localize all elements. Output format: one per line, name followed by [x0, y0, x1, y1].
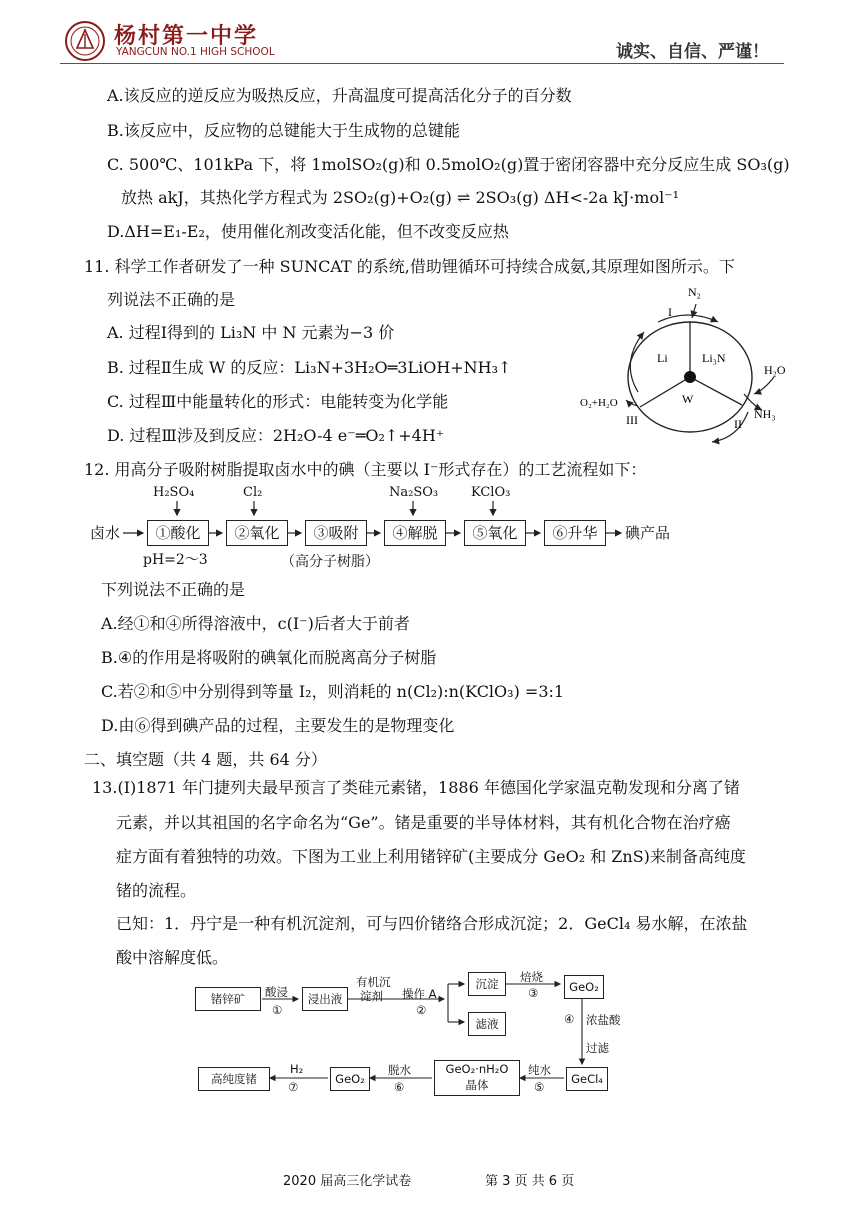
q11-stem-line1: 11. 科学工作者研发了一种 SUNCAT 的系统,借助锂循环可持续合成氨,其原理如图所示。下: [84, 257, 735, 276]
hydrate-line2: 晶体: [465, 1078, 489, 1092]
label-o2-h2o: O₂+H₂O: [580, 397, 618, 409]
box-precipitate: 沉淀: [468, 972, 506, 996]
label-step6: ⑥: [394, 1080, 405, 1094]
cycle-arrow-left: [630, 332, 644, 392]
label-operation-a: 操作 A: [402, 987, 437, 1001]
h2o-arrow: [754, 377, 774, 394]
center-dot: [684, 371, 696, 383]
label-nh3: NH₃: [754, 407, 776, 421]
flow-resin: （高分子树脂）: [281, 554, 379, 570]
box-gecl4: GeCl₄: [566, 1067, 608, 1091]
q10-option-c-line1: C. 500℃、101kPa 下，将 1molSO₂(g)和 0.5molO₂(g)置于密闭容器中充分反应生成 SO₃(g): [107, 155, 790, 174]
q11-option-d: D. 过程Ⅲ涉及到反应：2H₂O-4 e⁻═O₂↑+4H⁺: [107, 426, 445, 445]
label-step3: ③: [528, 986, 539, 1000]
q13-line1: 13.(Ⅰ)1871 年门捷列夫最早预言了类硅元素锗，1886 年德国化学家温克勒发现和分离了锗: [92, 778, 740, 797]
school-name-cn: 杨村第一中学: [114, 24, 259, 49]
q11-option-a: A. 过程Ⅰ得到的 Li₃N 中 N 元素为−3 价: [107, 323, 395, 342]
box-geo2-b: GeO₂: [330, 1067, 370, 1091]
label-process-ii: II: [734, 417, 742, 431]
label-conc-hcl: 浓盐酸: [586, 1013, 621, 1027]
box-pure-ge: 高纯度锗: [198, 1067, 270, 1091]
flow-end: 碘产品: [625, 524, 671, 542]
q11-option-b: B. 过程Ⅱ生成 W 的反应：Li₃N+3H₂O═3LiOH+NH₃↑: [107, 358, 512, 377]
footer-page-number: 第 3 页 共 6 页: [485, 1174, 575, 1189]
q10-option-d: D.ΔH=E₁-E₂，使用催化剂改变活化能，但不改变反应热: [107, 222, 509, 241]
header-rule: [60, 63, 784, 64]
q12-lead: 下列说法不正确的是: [101, 580, 246, 599]
divider-right: [690, 377, 742, 405]
label-step4: ④: [564, 1012, 575, 1026]
q10-option-b: B.该反应中，反应物的总键能大于生成物的总键能: [107, 121, 460, 140]
q12-option-d: D.由⑥得到碘产品的过程，主要发生的是物理变化: [101, 716, 455, 735]
label-dehydrate: 脱水: [388, 1063, 411, 1077]
step-acidify: ①酸化: [147, 520, 209, 546]
label-n2: N₂: [688, 285, 701, 299]
label-w: W: [682, 392, 694, 406]
reagent-h2so4: H₂SO₄: [153, 485, 195, 500]
box-hydrate: [434, 1060, 520, 1096]
label-step1: ①: [272, 1003, 283, 1017]
school-motto: 诚实、自信、严谨！: [616, 42, 769, 62]
footer-exam-title: 2020 届高三化学试卷: [283, 1174, 412, 1189]
q11-option-c: C. 过程Ⅲ中能量转化的形式：电能转变为化学能: [107, 392, 449, 411]
q11-stem-line2: 列说法不正确的是: [107, 290, 236, 309]
flow-start: 卤水: [90, 524, 121, 542]
step-oxidize-2: ⑤氧化: [464, 520, 526, 546]
q12-stem: 12. 用高分子吸附树脂提取卤水中的碘（主要以 I⁻形式存在）的工艺流程如下：: [84, 460, 647, 479]
box-filtrate: 滤液: [468, 1012, 506, 1036]
label-filter: 过滤: [586, 1041, 609, 1055]
label-pure-water: 纯水: [528, 1063, 551, 1077]
school-logo: [64, 20, 106, 62]
step-adsorb: ③吸附: [305, 520, 367, 546]
reagent-na2so3: Na₂SO₃: [389, 485, 439, 500]
label-process-i: I: [668, 305, 672, 319]
label-step7: ⑦: [288, 1080, 299, 1094]
q13-line5: 已知：1．丹宁是一种有机沉淀剂，可与四价锗络合形成沉淀；2．GeCl₄ 易水解，在浓盐: [116, 914, 748, 933]
box-ore: 锗锌矿: [195, 987, 261, 1011]
cycle-arrow-top: [658, 315, 718, 322]
label-process-iii: III: [626, 413, 638, 427]
label-step2: ②: [416, 1003, 427, 1017]
label-agent-1: 有机沉: [356, 975, 391, 989]
q10-option-c-line2: 放热 akJ，其热化学方程式为 2SO₂(g)+O₂(g) ⇌ 2SO₃(g) ΔH<-2a kJ·mol⁻¹: [121, 188, 680, 207]
label-agent-2: 淀剂: [360, 989, 383, 1003]
box-liquor: 浸出液: [302, 987, 348, 1011]
q12-option-a: A.经①和④所得溶液中，c(I⁻)后者大于前者: [101, 614, 410, 633]
lithium-cycle-diagram: [578, 282, 794, 450]
label-li3n: Li₃N: [702, 351, 726, 365]
q13-line2: 元素，并以其祖国的名字命名为“Ge”。锗是重要的半导体材料，其有机化合物在治疗癌: [116, 813, 731, 832]
reagent-kclo3: KClO₃: [471, 485, 511, 500]
label-leach: 酸浸: [265, 985, 288, 999]
step-sublime: ⑥升华: [544, 520, 606, 546]
step-desorb: ④解脱: [384, 520, 446, 546]
q12-option-c: C.若②和⑤中分别得到等量 I₂，则消耗的 n(Cl₂):n(KClO₃) =3:1: [101, 682, 565, 701]
flow-arrows: [85, 525, 645, 541]
section-heading: 二、填空题（共 4 题，共 64 分）: [84, 750, 327, 769]
label-h2: H₂: [290, 1062, 304, 1076]
label-li: Li: [657, 351, 668, 365]
reagent-arrows: [85, 501, 685, 521]
q12-option-b: B.④的作用是将吸附的碘氧化而脱离高分子树脂: [101, 648, 437, 667]
q13-line6: 酸中溶解度低。: [116, 948, 229, 967]
step-oxidize-1: ②氧化: [226, 520, 288, 546]
o2-arrow: [626, 400, 638, 406]
label-roast: 焙烧: [520, 970, 543, 984]
flow-ph: pH=2～3: [143, 552, 208, 568]
label-h2o: H₂O: [764, 363, 786, 377]
school-name-en: YANGCUN NO.1 HIGH SCHOOL: [116, 46, 275, 58]
q13-line3: 症方面有着独特的功效。下图为工业上利用锗锌矿(主要成分 GeO₂ 和 ZnS)来制备高纯度: [116, 847, 746, 866]
q13-line4: 锗的流程。: [116, 881, 197, 900]
q10-option-a: A.该反应的逆反应为吸热反应，升高温度可提高活化分子的百分数: [107, 86, 572, 105]
reagent-cl2: Cl₂: [243, 485, 263, 500]
box-geo2-a: GeO₂: [564, 975, 604, 999]
hydrate-line1: GeO₂·nH₂O: [445, 1062, 509, 1076]
label-step5: ⑤: [534, 1080, 545, 1094]
